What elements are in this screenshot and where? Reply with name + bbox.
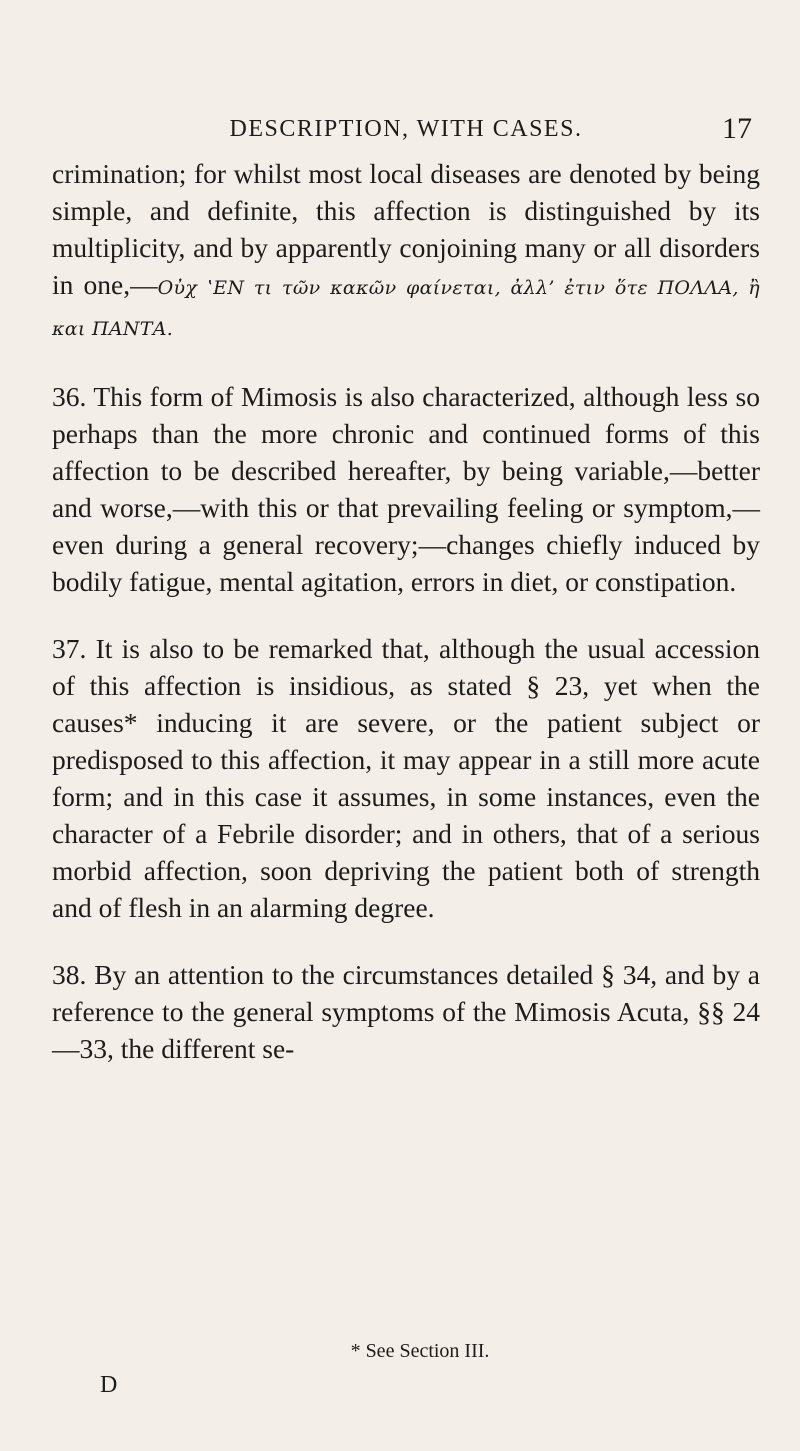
paragraph-continuation-text: crimination; for whilst most local diseases are denoted by being simple, and definite, this affection is distinguished by its multiplicity, and by apparently conjoining many or all disorders in one,— bbox=[52, 158, 760, 300]
running-head bbox=[52, 112, 760, 146]
paragraph-36: 36. This form of Mimosis is also characterized, although less so perhaps than the more chronic and continued forms of this affection to be described hereafter, by being variable,—better and worse,—with this or that prevailing feeling or symptom,—even during a general recovery;—changes chiefly induced by bodily fatigue, mental agitation, errors in diet, or constipation. bbox=[52, 381, 760, 597]
paragraph-continuation bbox=[52, 155, 760, 348]
footnote: * See Section III. bbox=[350, 1340, 490, 1362]
paragraph-38: 38. By an attention to the circumstances detailed § 34, and by a reference to the general symptoms of the Mimosis Acuta, §§ 24—33, the different se- bbox=[52, 959, 760, 1064]
signature-mark: D bbox=[100, 1372, 118, 1398]
page-number: 17 bbox=[722, 112, 752, 145]
greek-quotation: Οὐχ ʽΕΝ τι τῶν κακῶν φαίνεται, ἀλλ’ ἐτιν ὅτε ΠΟΛΛΑ, ἢ και ΠΑΝΤΑ. bbox=[52, 277, 760, 340]
body-text bbox=[52, 155, 760, 1067]
running-head-title: DESCRIPTION, WITH CASES. bbox=[229, 116, 583, 142]
paragraph-37: 37. It is also to be remarked that, although the usual accession of this affection is insidious, as stated § 23, yet when the causes* inducing it are severe, or the patient subject or predisposed to this affection, it may appear in a still more acute form; and in this case it assumes, in some instances, even the character of a Febrile disorder; and in others, that of a serious morbid affection, soon depriving the patient both of strength and of flesh in an alarming degree. bbox=[52, 633, 760, 923]
